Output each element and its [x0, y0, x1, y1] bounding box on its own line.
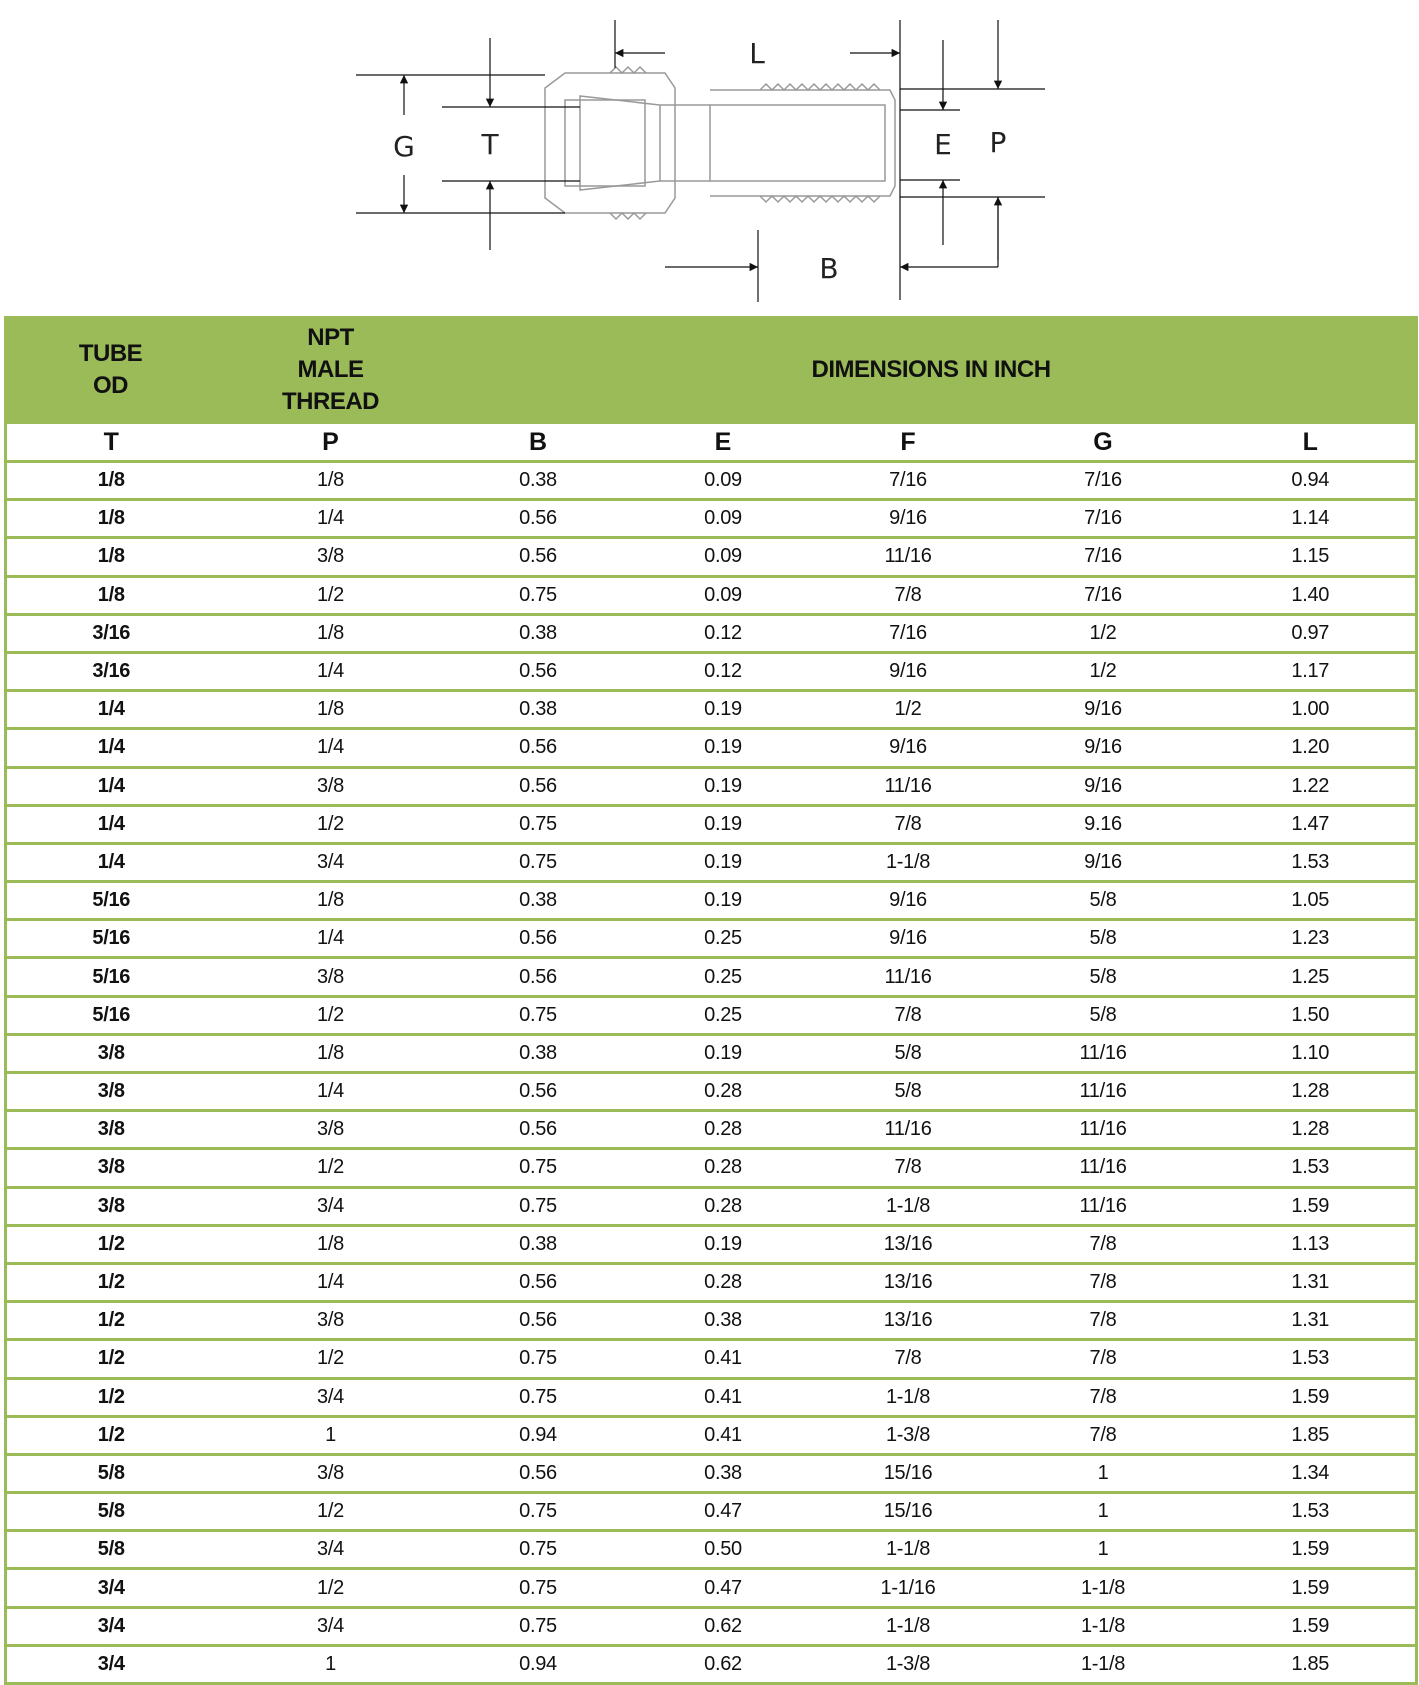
- cell-e: 0.25: [631, 920, 816, 958]
- cell-t: 5/16: [6, 920, 216, 958]
- cell-g: 7/8: [1001, 1416, 1206, 1454]
- cell-e: 0.25: [631, 996, 816, 1034]
- cell-t: 1/4: [6, 805, 216, 843]
- cell-f: 13/16: [816, 1225, 1001, 1263]
- cell-f: 11/16: [816, 958, 1001, 996]
- cell-g: 11/16: [1001, 1149, 1206, 1187]
- cell-l: 1.14: [1206, 500, 1417, 538]
- table-row: [6, 1416, 1417, 1454]
- cell-t: 3/8: [6, 1073, 216, 1111]
- cell-p: 1/2: [216, 1493, 446, 1531]
- cell-f: 7/8: [816, 805, 1001, 843]
- cell-t: 3/4: [6, 1645, 216, 1683]
- cell-b: 0.38: [446, 614, 631, 652]
- cell-g: 9/16: [1001, 767, 1206, 805]
- cell-l: 1.15: [1206, 538, 1417, 576]
- cell-t: 3/4: [6, 1607, 216, 1645]
- label-t: T: [481, 128, 499, 161]
- cell-b: 0.56: [446, 958, 631, 996]
- cell-p: 1/2: [216, 1569, 446, 1607]
- cell-t: 1/2: [6, 1378, 216, 1416]
- cell-f: 9/16: [816, 920, 1001, 958]
- cell-t: 5/16: [6, 996, 216, 1034]
- cell-b: 0.75: [446, 1531, 631, 1569]
- cell-p: 3/8: [216, 1111, 446, 1149]
- table-row: [6, 1378, 1417, 1416]
- table-row: [6, 576, 1417, 614]
- cell-e: 0.38: [631, 1302, 816, 1340]
- cell-l: 1.17: [1206, 652, 1417, 690]
- cell-f: 11/16: [816, 538, 1001, 576]
- cell-e: 0.62: [631, 1645, 816, 1683]
- cell-e: 0.41: [631, 1378, 816, 1416]
- cell-b: 0.56: [446, 1302, 631, 1340]
- cell-b: 0.75: [446, 1569, 631, 1607]
- table-row: [6, 1187, 1417, 1225]
- cell-b: 0.56: [446, 1454, 631, 1492]
- cell-p: 1/8: [216, 1225, 446, 1263]
- cell-e: 0.28: [631, 1263, 816, 1301]
- cell-b: 0.38: [446, 1225, 631, 1263]
- cell-b: 0.38: [446, 1034, 631, 1072]
- cell-l: 1.28: [1206, 1073, 1417, 1111]
- col-t: T: [6, 423, 216, 462]
- cell-p: 1/4: [216, 1263, 446, 1301]
- cell-b: 0.94: [446, 1645, 631, 1683]
- npt-header: [216, 318, 446, 423]
- cell-b: 0.56: [446, 1073, 631, 1111]
- cell-l: 1.59: [1206, 1378, 1417, 1416]
- table-row: [6, 691, 1417, 729]
- cell-e: 0.41: [631, 1416, 816, 1454]
- cell-p: 3/8: [216, 767, 446, 805]
- fitting-diagram: [0, 0, 1419, 310]
- label-b: B: [819, 252, 839, 285]
- cell-b: 0.75: [446, 805, 631, 843]
- cell-e: 0.41: [631, 1340, 816, 1378]
- cell-l: 0.97: [1206, 614, 1417, 652]
- cell-g: 7/16: [1001, 538, 1206, 576]
- cell-g: 1/2: [1001, 614, 1206, 652]
- cell-e: 0.19: [631, 805, 816, 843]
- cell-b: 0.75: [446, 996, 631, 1034]
- cell-b: 0.56: [446, 729, 631, 767]
- cell-g: 5/8: [1001, 920, 1206, 958]
- cell-b: 0.56: [446, 1111, 631, 1149]
- cell-g: 7/8: [1001, 1340, 1206, 1378]
- cell-l: 1.59: [1206, 1531, 1417, 1569]
- table-row: [6, 1149, 1417, 1187]
- cell-p: 1/2: [216, 1149, 446, 1187]
- cell-g: 7/16: [1001, 500, 1206, 538]
- cell-f: 7/8: [816, 576, 1001, 614]
- table-row: [6, 500, 1417, 538]
- cell-f: 1-1/8: [816, 1378, 1001, 1416]
- cell-b: 0.75: [446, 843, 631, 881]
- table-row: [6, 1073, 1417, 1111]
- cell-e: 0.09: [631, 538, 816, 576]
- cell-t: 3/4: [6, 1569, 216, 1607]
- cell-e: 0.12: [631, 614, 816, 652]
- fitting-body: [545, 67, 895, 219]
- cell-p: 3/8: [216, 538, 446, 576]
- cell-b: 0.38: [446, 691, 631, 729]
- cell-t: 1/8: [6, 538, 216, 576]
- cell-t: 5/16: [6, 882, 216, 920]
- cell-f: 5/8: [816, 1073, 1001, 1111]
- label-e: E: [934, 128, 952, 161]
- cell-f: 1-1/8: [816, 1531, 1001, 1569]
- cell-f: 13/16: [816, 1263, 1001, 1301]
- cell-b: 0.38: [446, 462, 631, 500]
- cell-t: 3/8: [6, 1034, 216, 1072]
- cell-g: 1: [1001, 1493, 1206, 1531]
- cell-e: 0.19: [631, 882, 816, 920]
- table-row: [6, 462, 1417, 500]
- column-letters-row: [6, 423, 1417, 462]
- cell-t: 3/8: [6, 1149, 216, 1187]
- cell-g: 9/16: [1001, 691, 1206, 729]
- cell-l: 1.31: [1206, 1302, 1417, 1340]
- cell-p: 1/2: [216, 805, 446, 843]
- cell-p: 1/8: [216, 1034, 446, 1072]
- cell-g: 5/8: [1001, 882, 1206, 920]
- cell-t: 1/2: [6, 1302, 216, 1340]
- table-row: [6, 729, 1417, 767]
- cell-p: 1/4: [216, 1073, 446, 1111]
- table-row: [6, 920, 1417, 958]
- cell-g: 11/16: [1001, 1034, 1206, 1072]
- cell-g: 1: [1001, 1531, 1206, 1569]
- table-row: [6, 1493, 1417, 1531]
- fitting-drawing: [0, 0, 1419, 310]
- cell-b: 0.75: [446, 1493, 631, 1531]
- cell-p: 1: [216, 1416, 446, 1454]
- table-row: [6, 882, 1417, 920]
- table-row: [6, 805, 1417, 843]
- cell-b: 0.56: [446, 538, 631, 576]
- cell-l: 1.53: [1206, 1149, 1417, 1187]
- cell-t: 3/8: [6, 1187, 216, 1225]
- cell-b: 0.56: [446, 1263, 631, 1301]
- cell-f: 15/16: [816, 1493, 1001, 1531]
- cell-l: 1.59: [1206, 1607, 1417, 1645]
- cell-e: 0.19: [631, 767, 816, 805]
- cell-t: 1/2: [6, 1340, 216, 1378]
- cell-t: 3/16: [6, 652, 216, 690]
- cell-t: 5/8: [6, 1531, 216, 1569]
- cell-g: 11/16: [1001, 1073, 1206, 1111]
- cell-e: 0.28: [631, 1073, 816, 1111]
- dimensions-header: DIMENSIONS IN INCH: [446, 318, 1417, 423]
- cell-p: 3/4: [216, 1378, 446, 1416]
- cell-p: 3/4: [216, 1607, 446, 1645]
- cell-b: 0.38: [446, 882, 631, 920]
- cell-e: 0.19: [631, 691, 816, 729]
- col-p: P: [216, 423, 446, 462]
- cell-p: 3/4: [216, 1531, 446, 1569]
- cell-b: 0.75: [446, 1187, 631, 1225]
- cell-t: 1/2: [6, 1416, 216, 1454]
- cell-g: 7/8: [1001, 1263, 1206, 1301]
- cell-l: 1.53: [1206, 1340, 1417, 1378]
- npt-line2: MALE: [297, 356, 364, 383]
- cell-e: 0.28: [631, 1187, 816, 1225]
- cell-p: 3/4: [216, 843, 446, 881]
- cell-l: 1.40: [1206, 576, 1417, 614]
- cell-t: 1/4: [6, 767, 216, 805]
- table-row: [6, 1645, 1417, 1683]
- cell-g: 9/16: [1001, 729, 1206, 767]
- tube-od-line2: OD: [93, 372, 128, 399]
- table-row: [6, 538, 1417, 576]
- col-g: G: [1001, 423, 1206, 462]
- cell-f: 9/16: [816, 882, 1001, 920]
- cell-l: 1.59: [1206, 1569, 1417, 1607]
- cell-p: 1/8: [216, 614, 446, 652]
- cell-f: 1-3/8: [816, 1645, 1001, 1683]
- cell-g: 11/16: [1001, 1187, 1206, 1225]
- cell-b: 0.56: [446, 767, 631, 805]
- cell-f: 7/8: [816, 1340, 1001, 1378]
- cell-t: 1/2: [6, 1263, 216, 1301]
- cell-g: 9.16: [1001, 805, 1206, 843]
- cell-e: 0.38: [631, 1454, 816, 1492]
- cell-p: 1/8: [216, 691, 446, 729]
- label-g: G: [393, 130, 415, 163]
- cell-f: 9/16: [816, 652, 1001, 690]
- cell-p: 1/4: [216, 652, 446, 690]
- cell-e: 0.19: [631, 729, 816, 767]
- cell-f: 9/16: [816, 500, 1001, 538]
- cell-l: 1.22: [1206, 767, 1417, 805]
- cell-f: 7/8: [816, 996, 1001, 1034]
- table-body: [6, 462, 1417, 1684]
- cell-g: 7/16: [1001, 576, 1206, 614]
- cell-f: 1-1/8: [816, 843, 1001, 881]
- dimension-lines: [356, 20, 1045, 302]
- cell-l: 1.53: [1206, 1493, 1417, 1531]
- table-row: [6, 1531, 1417, 1569]
- cell-g: 7/16: [1001, 462, 1206, 500]
- cell-f: 15/16: [816, 1454, 1001, 1492]
- table-row: [6, 1340, 1417, 1378]
- cell-p: 3/8: [216, 1454, 446, 1492]
- cell-g: 1-1/8: [1001, 1569, 1206, 1607]
- dimension-table: [4, 316, 1418, 1685]
- cell-f: 1-3/8: [816, 1416, 1001, 1454]
- table-row: [6, 1225, 1417, 1263]
- cell-f: 7/16: [816, 462, 1001, 500]
- col-l: L: [1206, 423, 1417, 462]
- cell-p: 1: [216, 1645, 446, 1683]
- cell-p: 3/8: [216, 1302, 446, 1340]
- table-row: [6, 1111, 1417, 1149]
- cell-p: 1/4: [216, 920, 446, 958]
- cell-g: 5/8: [1001, 996, 1206, 1034]
- cell-e: 0.09: [631, 500, 816, 538]
- cell-f: 13/16: [816, 1302, 1001, 1340]
- table-row: [6, 996, 1417, 1034]
- table-row: [6, 843, 1417, 881]
- cell-t: 1/2: [6, 1225, 216, 1263]
- cell-t: 1/4: [6, 843, 216, 881]
- cell-l: 1.31: [1206, 1263, 1417, 1301]
- cell-p: 1/4: [216, 500, 446, 538]
- cell-g: 7/8: [1001, 1378, 1206, 1416]
- cell-p: 1/2: [216, 996, 446, 1034]
- cell-e: 0.25: [631, 958, 816, 996]
- cell-l: 1.85: [1206, 1645, 1417, 1683]
- cell-l: 1.23: [1206, 920, 1417, 958]
- cell-e: 0.62: [631, 1607, 816, 1645]
- cell-t: 3/8: [6, 1111, 216, 1149]
- cell-l: 1.25: [1206, 958, 1417, 996]
- cell-t: 5/16: [6, 958, 216, 996]
- col-b: B: [446, 423, 631, 462]
- cell-e: 0.28: [631, 1111, 816, 1149]
- cell-e: 0.47: [631, 1493, 816, 1531]
- tube-od-header: [6, 318, 216, 423]
- cell-p: 1/8: [216, 462, 446, 500]
- cell-t: 1/8: [6, 576, 216, 614]
- table-row: [6, 1569, 1417, 1607]
- cell-l: 1.59: [1206, 1187, 1417, 1225]
- table-row: [6, 1302, 1417, 1340]
- cell-l: 1.10: [1206, 1034, 1417, 1072]
- cell-l: 1.85: [1206, 1416, 1417, 1454]
- cell-e: 0.09: [631, 462, 816, 500]
- npt-line3: THREAD: [282, 388, 379, 415]
- cell-t: 1/8: [6, 462, 216, 500]
- cell-t: 5/8: [6, 1493, 216, 1531]
- label-l: L: [749, 37, 765, 70]
- cell-b: 0.56: [446, 652, 631, 690]
- cell-g: 7/8: [1001, 1225, 1206, 1263]
- cell-e: 0.47: [631, 1569, 816, 1607]
- cell-g: 1-1/8: [1001, 1607, 1206, 1645]
- cell-g: 5/8: [1001, 958, 1206, 996]
- cell-e: 0.28: [631, 1149, 816, 1187]
- cell-f: 11/16: [816, 767, 1001, 805]
- cell-b: 0.75: [446, 1340, 631, 1378]
- cell-t: 5/8: [6, 1454, 216, 1492]
- cell-f: 1-1/8: [816, 1607, 1001, 1645]
- cell-b: 0.75: [446, 1149, 631, 1187]
- table-header-row: [6, 318, 1417, 423]
- cell-f: 7/16: [816, 614, 1001, 652]
- cell-l: 1.05: [1206, 882, 1417, 920]
- cell-t: 1/4: [6, 729, 216, 767]
- table-row: [6, 614, 1417, 652]
- cell-l: 1.34: [1206, 1454, 1417, 1492]
- cell-p: 1/2: [216, 1340, 446, 1378]
- cell-g: 11/16: [1001, 1111, 1206, 1149]
- cell-p: 3/4: [216, 1187, 446, 1225]
- cell-t: 1/4: [6, 691, 216, 729]
- cell-e: 0.09: [631, 576, 816, 614]
- cell-l: 1.00: [1206, 691, 1417, 729]
- cell-b: 0.56: [446, 500, 631, 538]
- col-f: F: [816, 423, 1001, 462]
- cell-e: 0.19: [631, 1225, 816, 1263]
- cell-f: 1/2: [816, 691, 1001, 729]
- cell-e: 0.12: [631, 652, 816, 690]
- table-row: [6, 1034, 1417, 1072]
- cell-e: 0.50: [631, 1531, 816, 1569]
- table-row: [6, 1607, 1417, 1645]
- table-row: [6, 652, 1417, 690]
- cell-p: 3/8: [216, 958, 446, 996]
- cell-l: 1.20: [1206, 729, 1417, 767]
- cell-f: 11/16: [816, 1111, 1001, 1149]
- cell-l: 1.53: [1206, 843, 1417, 881]
- table-row: [6, 1454, 1417, 1492]
- cell-f: 1-1/8: [816, 1187, 1001, 1225]
- cell-b: 0.94: [446, 1416, 631, 1454]
- cell-l: 1.13: [1206, 1225, 1417, 1263]
- npt-line1: NPT: [307, 324, 354, 351]
- col-e: E: [631, 423, 816, 462]
- cell-t: 3/16: [6, 614, 216, 652]
- cell-t: 1/8: [6, 500, 216, 538]
- cell-f: 1-1/16: [816, 1569, 1001, 1607]
- cell-b: 0.75: [446, 1607, 631, 1645]
- cell-g: 1: [1001, 1454, 1206, 1492]
- cell-g: 1/2: [1001, 652, 1206, 690]
- cell-p: 1/4: [216, 729, 446, 767]
- cell-e: 0.19: [631, 843, 816, 881]
- table-row: [6, 1263, 1417, 1301]
- cell-f: 5/8: [816, 1034, 1001, 1072]
- cell-g: 9/16: [1001, 843, 1206, 881]
- cell-g: 1-1/8: [1001, 1645, 1206, 1683]
- cell-f: 7/8: [816, 1149, 1001, 1187]
- label-p: P: [989, 126, 1007, 159]
- cell-e: 0.19: [631, 1034, 816, 1072]
- cell-l: 1.28: [1206, 1111, 1417, 1149]
- cell-p: 1/8: [216, 882, 446, 920]
- cell-f: 9/16: [816, 729, 1001, 767]
- cell-b: 0.75: [446, 576, 631, 614]
- tube-od-line1: TUBE: [78, 340, 143, 367]
- table-row: [6, 767, 1417, 805]
- cell-g: 7/8: [1001, 1302, 1206, 1340]
- table-row: [6, 958, 1417, 996]
- cell-p: 1/2: [216, 576, 446, 614]
- cell-b: 0.75: [446, 1378, 631, 1416]
- cell-l: 1.50: [1206, 996, 1417, 1034]
- cell-b: 0.56: [446, 920, 631, 958]
- cell-l: 1.47: [1206, 805, 1417, 843]
- cell-l: 0.94: [1206, 462, 1417, 500]
